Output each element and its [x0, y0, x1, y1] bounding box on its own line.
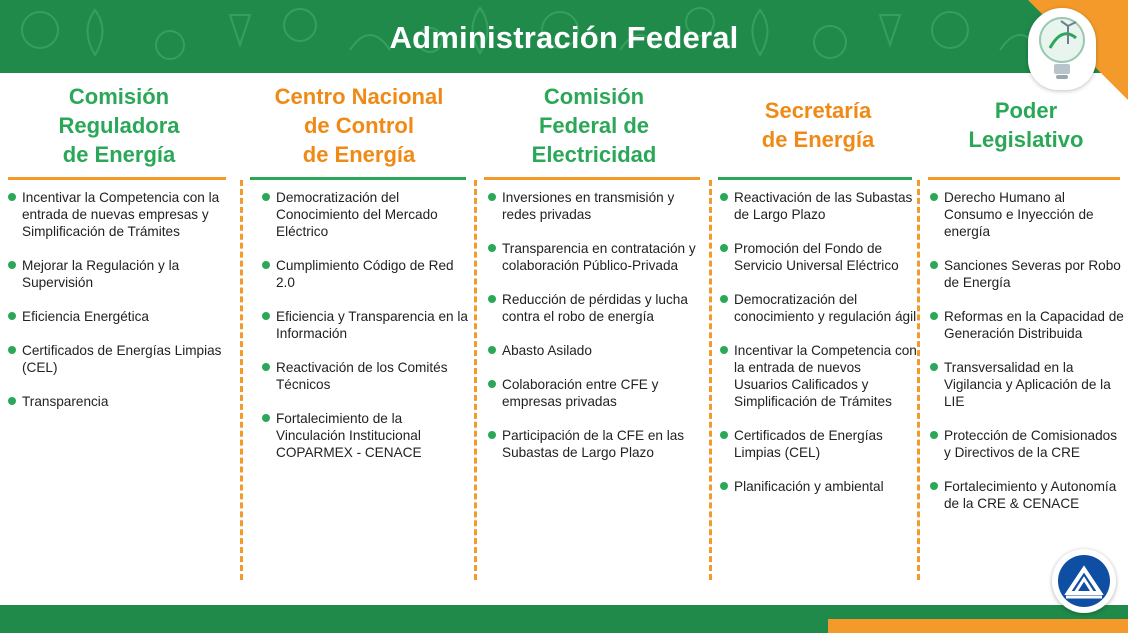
bullet-dot-icon — [720, 431, 728, 439]
list-item: Transparencia en contratación y colaboración Público-Privada — [488, 240, 704, 274]
column-separator — [917, 180, 920, 580]
title-line: Comisión — [68, 83, 170, 109]
column-separator — [709, 180, 712, 580]
bullet-dot-icon — [262, 261, 270, 269]
list-item: Inversiones en transmisión y redes privadas — [488, 189, 704, 223]
column-separator — [240, 180, 243, 580]
bullet-dot-icon — [488, 346, 496, 354]
bullet-dot-icon — [720, 482, 728, 490]
list-item: Certificados de Energías Limpias (CEL) — [720, 427, 918, 461]
title-line: Comisión — [543, 83, 645, 109]
bullet-dot-icon — [720, 244, 728, 252]
list-item: Fortalecimiento y Autonomía de la CRE & CENACE — [930, 478, 1124, 512]
footer-accent — [828, 619, 1128, 633]
item-list — [720, 189, 918, 512]
bullet-dot-icon — [262, 312, 270, 320]
bullet-dot-icon — [930, 261, 938, 269]
list-item: Eficiencia Energética — [8, 308, 230, 325]
list-item: Reducción de pérdidas y lucha contra el robo de energía — [488, 291, 704, 325]
title-line: de Energía — [302, 141, 416, 167]
bullet-dot-icon — [8, 312, 16, 320]
list-item: Reactivación de los Comités Técnicos — [262, 359, 468, 393]
list-item: Colaboración entre CFE y empresas privadas — [488, 376, 704, 410]
column-divider — [718, 177, 912, 180]
column-divider — [250, 177, 466, 180]
list-item: Mejorar la Regulación y la Supervisión — [8, 257, 230, 291]
title-line: de Energía — [761, 127, 875, 152]
column-title — [718, 73, 918, 177]
bullet-dot-icon — [930, 431, 938, 439]
column-separator — [474, 180, 477, 580]
bullet-dot-icon — [488, 193, 496, 201]
bullet-dot-icon — [930, 193, 938, 201]
column-divider — [484, 177, 700, 180]
title-line: Secretaría — [764, 98, 872, 123]
item-list — [262, 189, 468, 478]
bullet-dot-icon — [930, 312, 938, 320]
list-item: Eficiencia y Transparencia en la Información — [262, 308, 468, 342]
title-line: Centro Nacional — [274, 83, 444, 109]
title-line: Federal de — [538, 112, 650, 138]
header-banner — [0, 0, 1128, 73]
title-line: Legislativo — [968, 127, 1084, 152]
item-list — [8, 189, 230, 427]
title-line: de Control — [303, 112, 414, 138]
title-line: Poder — [994, 98, 1058, 123]
bullet-dot-icon — [488, 431, 496, 439]
item-list — [488, 189, 704, 478]
column-title — [484, 73, 704, 177]
list-item: Certificados de Energías Limpias (CEL) — [8, 342, 230, 376]
title-line: Reguladora — [58, 112, 180, 138]
bullet-dot-icon — [8, 193, 16, 201]
page-title: Administración Federal — [389, 20, 739, 55]
bullet-dot-icon — [720, 193, 728, 201]
bullet-dot-icon — [930, 363, 938, 371]
bullet-dot-icon — [8, 346, 16, 354]
list-item: Democratización del Conocimiento del Mercado Eléctrico — [262, 189, 468, 240]
list-item: Protección de Comisionados y Directivos de la CRE — [930, 427, 1124, 461]
column-title — [8, 73, 230, 177]
list-item: Sanciones Severas por Robo de Energía — [930, 257, 1124, 291]
bullet-dot-icon — [488, 295, 496, 303]
column-title — [928, 73, 1124, 177]
bullet-dot-icon — [262, 193, 270, 201]
list-item: Incentivar la Competencia con la entrada de nuevos Usuarios Calificados y Simplificación de Trámites — [720, 342, 918, 410]
column-divider — [928, 177, 1120, 180]
title-line: de Energía — [62, 141, 176, 167]
bullet-dot-icon — [8, 261, 16, 269]
bullet-dot-icon — [488, 380, 496, 388]
bullet-dot-icon — [720, 346, 728, 354]
list-item: Participación de la CFE en las Subastas de Largo Plazo — [488, 427, 704, 461]
list-item: Reformas en la Capacidad de Generación Distribuida — [930, 308, 1124, 342]
list-item: Cumplimiento Código de Red 2.0 — [262, 257, 468, 291]
list-item: Abasto Asilado — [488, 342, 704, 359]
item-list — [930, 189, 1124, 529]
bullet-dot-icon — [488, 244, 496, 252]
list-item: Fortalecimiento de la Vinculación Institucional COPARMEX - CENACE — [262, 410, 468, 461]
coparmex-logo — [1052, 549, 1116, 613]
list-item: Democratización del conocimiento y regulación ágil — [720, 291, 918, 325]
bullet-dot-icon — [262, 363, 270, 371]
bullet-dot-icon — [8, 397, 16, 405]
list-item: Transversalidad en la Vigilancia y Aplicación de la LIE — [930, 359, 1124, 410]
bullet-dot-icon — [930, 482, 938, 490]
list-item: Incentivar la Competencia con la entrada de nuevas empresas y Simplificación de Trámites — [8, 189, 230, 240]
column-title — [250, 73, 468, 177]
bullet-dot-icon — [720, 295, 728, 303]
list-item: Planificación y ambiental — [720, 478, 918, 495]
bullet-dot-icon — [262, 414, 270, 422]
list-item: Reactivación de las Subastas de Largo Plazo — [720, 189, 918, 223]
list-item: Transparencia — [8, 393, 230, 410]
column-divider — [8, 177, 226, 180]
list-item: Promoción del Fondo de Servicio Universal Eléctrico — [720, 240, 918, 274]
title-line: Electricidad — [531, 141, 657, 167]
list-item: Derecho Humano al Consumo e Inyección de energía — [930, 189, 1124, 240]
